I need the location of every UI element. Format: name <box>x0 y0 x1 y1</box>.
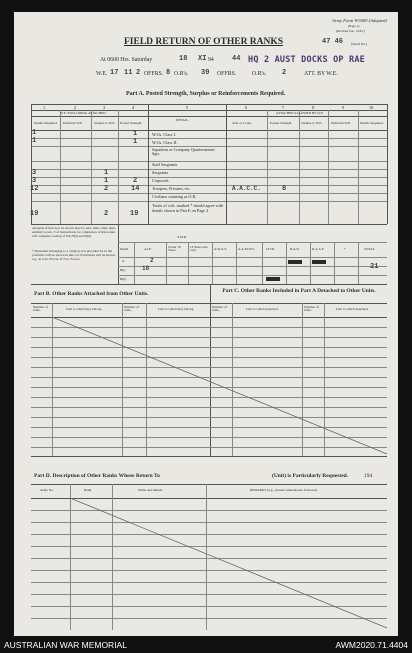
detail-label: Squadron or Company Quartermaster Sgts. <box>152 147 215 157</box>
analysis-value: 2 <box>150 257 154 264</box>
sub-header: Arm or Corps. <box>232 121 252 125</box>
hand-figure: 14 <box>131 185 140 193</box>
analysis-row-label: B(i) <box>120 268 126 272</box>
analysis-header: A.A.M.W.S. <box>238 247 255 251</box>
unit-stamp: HQ 2 AUST DOCKS OP RAE <box>248 55 365 65</box>
hand-figure: 19 <box>130 210 139 218</box>
at-year-prefix: 94 <box>208 57 214 63</box>
part-c-title: Part C. Other Ranks Included in Part A Detached to Other Units. <box>222 288 376 294</box>
analysis-header: Detail <box>120 247 129 251</box>
detail-label: Sergeants <box>152 170 169 175</box>
page-indicator: (Page 1) <box>348 24 360 28</box>
at-month: XI <box>198 55 207 63</box>
part-d-col: REMARKS (e.g., present whereabouts if known). <box>250 488 318 492</box>
analysis-note-2: * Personnel belonging to a category not provided for in the proforma will be shown in this col. Particulars will be shown, e.g., in U.K. Forces. If N.Z. Forces. <box>32 249 116 261</box>
form-title: FIELD RETURN OF OTHER RANKS <box>124 37 284 47</box>
we-value: 17 <box>110 69 119 77</box>
revision-date: (Revised Jan., 1943.) <box>336 29 365 33</box>
attached-allowed-header: ATTACHED ALLOWED BY W.E. <box>276 111 324 115</box>
analysis-header: R.A.N. <box>290 247 300 251</box>
analysis-header: Under 19 Years. <box>168 245 181 253</box>
detail-label: Civilians counting as O.R. <box>152 194 197 199</box>
part-c-col: Unit to which detached. <box>336 307 369 311</box>
detail-header: DETAIL. <box>176 118 189 122</box>
smr-label: S.M.R. <box>177 235 187 239</box>
sub-header: Posted Strength. <box>270 121 293 125</box>
sub-header: Surplus to W.E. <box>94 121 116 125</box>
hand-figure: 1 <box>104 169 109 177</box>
detail-label: Totals of cols. marked * should agree with details shown in Part E on Page 2 <box>152 203 224 213</box>
col-number: 10 <box>369 105 374 110</box>
footer-credit: AUSTRALIAN WAR MEMORIAL <box>4 640 127 650</box>
detail-label: Corporals <box>152 178 169 183</box>
hand-figure: 1 <box>133 130 138 138</box>
analysis-row-label: A <box>122 259 125 263</box>
analysis-header: 19 Years and over. <box>190 245 208 253</box>
analysis-header: CIVIL <box>266 247 276 251</box>
hand-figure: 1 <box>32 137 37 145</box>
part-a-title: Part A. Posted Strength, Surplus or Reinforcements Required. <box>126 91 286 97</box>
offrs-label-2: OFFRS. <box>217 71 237 77</box>
hand-figure: 2 <box>133 177 138 185</box>
analysis-header: A.W.A.S. <box>214 247 228 251</box>
part-d-title: Part D. Description of Other Ranks Whose Return To <box>34 473 160 479</box>
ors-value: 8 <box>166 69 171 77</box>
detail-label: Troopers, Privates, etc. <box>152 186 191 191</box>
part-c-col: Number of O.Rs. <box>304 305 319 313</box>
analysis-header: R.A.A.F. <box>312 247 325 251</box>
analysis-header: * <box>344 247 346 251</box>
detail-label: Staff Sergeants <box>152 162 178 167</box>
cancel-line-bc <box>52 317 387 454</box>
part-b-col: Number of O.Rs. <box>124 305 139 313</box>
at-day: 18 <box>179 55 188 63</box>
sub-header: Posted Strength. <box>120 121 143 125</box>
part-b-col: Unit to which they belong <box>158 307 194 311</box>
sub-header: Deficient W.E. <box>331 121 352 125</box>
sub-header: Deficient W.E. <box>63 121 84 125</box>
part-d-col: Army No. <box>40 488 54 492</box>
cancel-lines <box>14 12 398 636</box>
cancel-line-d <box>70 498 387 628</box>
form-page <box>14 12 398 636</box>
hand-figure: 1 <box>133 138 138 146</box>
part-b-col: Number of O.Rs. <box>33 305 48 313</box>
ors-label-2: O.R's. <box>252 71 267 77</box>
analysis-header: A.I.F. <box>144 247 152 251</box>
part-c-col: Number of O.Rs. <box>212 305 227 313</box>
part-d-date: 194 <box>364 473 373 479</box>
col-number: 5 <box>186 105 189 110</box>
sub-header: Details Required. <box>34 121 58 125</box>
part-b-title: Part B. Other Ranks Attached from Other Units. <box>34 291 149 297</box>
analysis-note: Analysis of Part A to be shown here by ALL units. Only units entitled to turn. T of instructions for completion of this return will complete cooling of Part B(i) and B(ii). <box>32 226 116 238</box>
ors-label: O.R's. <box>174 71 189 77</box>
hand-figure: 2 <box>104 185 109 193</box>
attached-strength: 8 <box>282 185 287 193</box>
hand-figure: 19 <box>30 210 39 218</box>
hand-figure: 2 <box>104 210 109 218</box>
form-number: Army Form W3009 (Adapted) <box>332 18 387 23</box>
sub-header: Surplus to W.E. <box>301 121 323 125</box>
analysis-header: TOTAL <box>364 247 375 251</box>
part-d-unit: (Unit) is Particularly Requested. <box>272 473 349 479</box>
analysis-row-label: B(ii) <box>120 277 127 281</box>
col-number: 8 <box>312 105 315 110</box>
att-label: ATT. BY W.E. <box>304 71 338 77</box>
analysis-value: 18 <box>142 265 150 272</box>
footer-accession: AWM2020.71.4404 <box>335 640 408 650</box>
part-c-col: Unit to which detached. <box>246 307 279 311</box>
col-number: 7 <box>282 105 285 110</box>
part-d-col: Rank. <box>84 488 93 492</box>
detail-label: W.Os. Class II. <box>152 140 178 145</box>
attached-arm: A.A.C.C. <box>232 185 261 192</box>
offrs-label: OFFRS. <box>144 71 164 77</box>
sub-header: Details Required. <box>360 121 384 125</box>
we-value-3: 2 <box>136 69 141 77</box>
we-value-2: 11 <box>124 69 133 77</box>
hand-figure: 1 <box>104 177 109 185</box>
analysis-total: 21 <box>370 263 379 271</box>
hand-figure: 1 <box>32 129 37 137</box>
we-label: W.E. <box>96 71 108 77</box>
at-line: At 0600 Hrs. Saturday <box>100 57 153 63</box>
we-excluding-header: W.E. EXCLUDING ATTACHED. <box>60 111 107 115</box>
hand-figure: 12 <box>30 185 39 193</box>
col-number: 3 <box>103 105 106 110</box>
col-number: 9 <box>342 105 345 110</box>
col-number: 1 <box>43 105 46 110</box>
at-year-hand: 44 <box>232 55 241 63</box>
col-number: 2 <box>74 105 77 110</box>
serial-number-handwritten: 47 46 <box>322 38 344 46</box>
col-number: 4 <box>132 105 135 110</box>
serial-label: (Serial No.) <box>351 42 368 46</box>
col-number: 6 <box>245 105 248 110</box>
part-d-col: Name and Initials. <box>138 488 163 492</box>
ors-value-2: 2 <box>282 69 287 77</box>
part-b-col: Unit to which they belong <box>66 307 102 311</box>
offrs-value-2: 39 <box>201 69 210 77</box>
hand-figure: 3 <box>32 169 37 177</box>
detail-label: W.Os. Class I. <box>152 132 176 137</box>
hand-figure: 3 <box>32 177 37 185</box>
